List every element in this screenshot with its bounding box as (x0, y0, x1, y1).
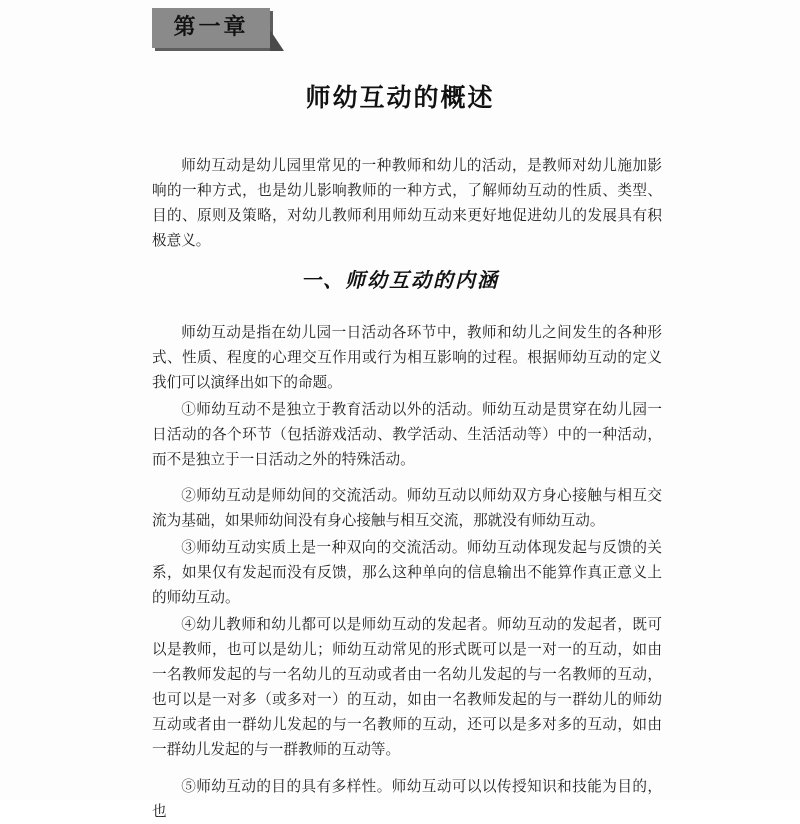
point-3-paragraph: ③师幼互动实质上是一种双向的交流活动。师幼互动体现发起与反馈的关系，如果仅有发起而没有反馈，那么这种单向的信息输出不能算作真正意义上的师幼互动。 (152, 539, 662, 606)
section-heading: 一、师幼互动的内涵 (301, 268, 499, 292)
chapter-label: 第一章 (173, 15, 249, 40)
point-4-paragraph: ④幼儿教师和幼儿都可以是师幼互动的发起者。师幼互动的发起者，既可以是教师，也可以是幼儿；师幼互动常见的形式既可以是一对一的互动，如由一名教师发起的与一名幼儿的互动或者由一名幼儿发起的与一名教师的互动，也可以是一对多（或多对一）的互动，如由一名教师发起的与一群幼儿的师幼互动或者由一群幼儿发起的与一名教师的互动，还可以是多对多的互动，如由一群幼儿发起的与一群教师的互动等。 (152, 616, 662, 758)
intro-paragraph: 师幼互动是幼儿园里常见的一种教师和幼儿的活动，是教师对幼儿施加影响的一种方式，也是幼儿影响教师的一种方式，了解师幼互动的性质、类型、目的、原则及策略，对幼儿教师利用师幼互动来更好地促进幼儿的发展具有积极意义。 (152, 157, 662, 249)
chapter-title: 师幼互动的概述 (305, 83, 495, 112)
point-5-paragraph: ⑤师幼互动的目的具有多样性。师幼互动可以以传授知识和技能为目的，也 (152, 778, 662, 820)
chapter-tab (152, 8, 270, 48)
point-2-paragraph: ②师幼互动是师幼间的交流活动。师幼互动以师幼双方身心接触与相互交流为基础，如果师幼间没有身心接触与相互交流，那就没有师幼互动。 (152, 487, 662, 529)
point-1-paragraph: ①师幼互动不是独立于教育活动以外的活动。师幼互动是贯穿在幼儿园一日活动的各个环节（包括游戏活动、教学活动、生活活动等）中的一种活动，而不是独立于一日活动之外的特殊活动。 (152, 401, 662, 468)
definition-paragraph: 师幼互动是指在幼儿园一日活动各环节中，教师和幼儿之间发生的各种形式、性质、程度的心理交互作用或行为相互影响的过程。根据师幼互动的定义我们可以演绎出如下的命题。 (152, 324, 662, 391)
